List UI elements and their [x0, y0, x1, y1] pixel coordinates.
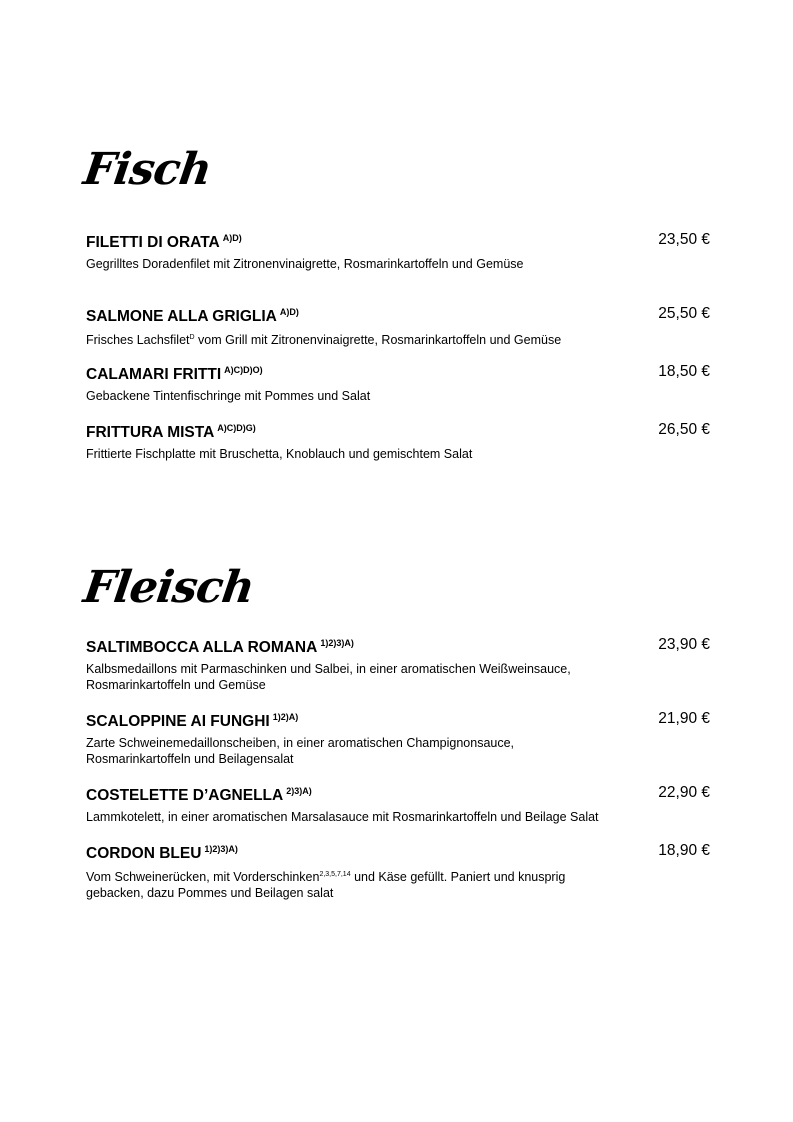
item-description-line: Zarte Schweinemedaillonscheiben, in einer aromatischen Champignonsauce,	[86, 736, 515, 750]
item-allergens: A)D)	[279, 307, 299, 317]
item-allergens: 1)2)3)A)	[204, 844, 238, 854]
item-description-allergen: 2,3,5,7,14	[319, 871, 351, 878]
item-name: CORDON BLEU	[86, 845, 202, 862]
section-title-fisch: Fisch	[80, 144, 215, 195]
item-allergens: A)C)D)O)	[224, 365, 263, 375]
item-price: 23,50 €	[658, 231, 710, 248]
item-price: 22,90 €	[658, 784, 710, 801]
item-description-line	[86, 867, 646, 885]
item-price: 21,90 €	[658, 710, 710, 727]
item-price: 18,90 €	[658, 842, 710, 859]
item-name: COSTELETTE D’AGNELLA	[86, 787, 284, 804]
item-description-line: Rosmarinkartoffeln und Beilagensalat	[86, 752, 294, 766]
item-description: Lammkotelett, in einer aromatischen Marsalasauce mit Rosmarinkartoffeln und Beilage Salat	[86, 810, 599, 824]
menu-item-salmone-alla-griglia	[86, 307, 710, 348]
item-price: 18,50 €	[658, 363, 710, 380]
item-name: SCALOPPINE AI FUNGHI	[86, 713, 270, 730]
item-description: Gegrilltes Doradenfilet mit Zitronenvinaigrette, Rosmarinkartoffeln und Gemüse	[86, 257, 524, 271]
item-description-part: Frisches Lachsfilet	[86, 333, 190, 347]
item-description: Frittierte Fischplatte mit Bruschetta, Knoblauch und gemischtem Salat	[86, 447, 473, 461]
menu-item-costelette-dagnella	[86, 786, 710, 825]
menu-item-filetti-di-orata	[86, 233, 710, 272]
menu-item-calamari-fritti	[86, 365, 710, 404]
item-description	[86, 735, 646, 767]
item-name: FRITTURA MISTA	[86, 424, 215, 441]
item-allergens: 2)3)A)	[286, 786, 312, 796]
item-description-part: Vom Schweinerücken, mit Vorderschinken	[86, 870, 320, 884]
menu-item-frittura-mista	[86, 423, 710, 462]
item-description-part: vom Grill mit Zitronenvinaigrette, Rosmarinkartoffeln und Gemüse	[194, 333, 562, 347]
item-allergens: A)D)	[222, 233, 242, 243]
item-name: FILETTI DI ORATA	[86, 234, 220, 251]
item-allergens: A)C)D)G)	[217, 423, 256, 433]
item-description: Gebackene Tintenfischringe mit Pommes und Salat	[86, 389, 371, 403]
item-allergens: 1)2)3)A)	[320, 638, 354, 648]
item-price: 23,90 €	[658, 636, 710, 653]
item-description	[86, 330, 646, 348]
item-allergens: 1)2)A)	[272, 712, 299, 722]
section-title-fleisch: Fleisch	[80, 562, 257, 613]
item-description-line: gebacken, dazu Pommes und Beilagen salat	[86, 886, 334, 900]
menu-item-scaloppine-ai-funghi	[86, 712, 710, 767]
menu-item-cordon-bleu	[86, 844, 710, 901]
item-description	[86, 661, 646, 693]
item-description-part: und Käse gefüllt. Paniert und knusprig	[350, 870, 566, 884]
item-description	[86, 867, 646, 901]
item-name: SALTIMBOCCA ALLA ROMANA	[86, 639, 318, 656]
item-name: SALMONE ALLA GRIGLIA	[86, 308, 277, 325]
item-name: CALAMARI FRITTI	[86, 366, 222, 383]
menu-item-saltimbocca-alla-romana	[86, 638, 710, 693]
item-description-line: Rosmarinkartoffeln und Gemüse	[86, 678, 266, 692]
item-description-allergen: D	[189, 334, 195, 341]
item-description-line: Kalbsmedaillons mit Parmaschinken und Salbei, in einer aromatischen Weißweinsauce,	[86, 662, 571, 676]
item-price: 25,50 €	[658, 305, 710, 322]
item-price: 26,50 €	[658, 421, 710, 438]
